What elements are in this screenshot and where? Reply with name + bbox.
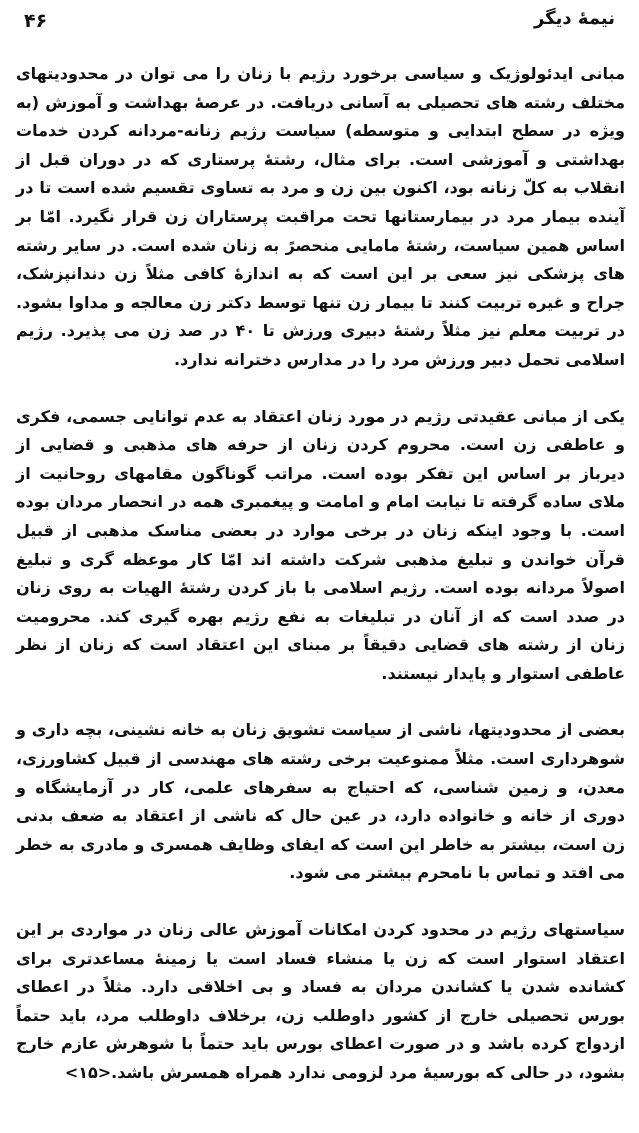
paragraph-curriculum-restrictions: مبانی ایدئولوژیک و سیاسی برخورد رژیم با زنان را می توان در محدودیتهای مختلف رشته های تحصیلی به آسانی دریافت. در عرصهٔ بهداشت و آموزش (به ویژه در سطح ابتدایی و متوسطه) سیاست رژیم زنانه-مردانه کردن خدمات بهداشتی و آموزشی است. برای مثال، رشتهٔ پرستاری که در دوران قبل از انقلاب به کلّ زنانه بود، اکنون بین زن و مرد به تساوی تقسیم شده است تا در آینده بیمار مرد در بیمارستانها تحت مراقبت پرستاران زن قرار نگیرد. امّا بر اساس همین سیاست، رشتهٔ مامایی منحصرً به زنان شده است. در سایر رشته های پزشکی نیز سعی بر این است که به اندازهٔ کافی مثلاً زن دندانپزشک، جراح و غیره تربیت کنند تا بیمار زن تنها توسط دکتر زن معالجه و مداوا بشود. در تربیت معلم نیز مثلاً رشتهٔ دبیری ورزش تا ۴۰ در صد زن می پذیرد. رژیم اسلامی تحمل دبیر ورزش مرد را در مدارس دخترانه ندارد. (16, 64, 626, 369)
running-title: نیمهٔ دیگر (533, 8, 615, 29)
body-text (16, 60, 625, 1088)
paragraph-domestic-policy: بعضی از محدودیتها، ناشی از سیاست تشویق زنان به خانه نشینی، بچه داری و شوهرداری است. مثلاً ممنوعیت برخی رشته های مهندسی از قبیل کشاورزی، معدن، و زمین شناسی، که احتیاج به سفرهای علمی، کار در آزمایشگاه و دوری از خانه و خانواده دارد، در عین حال که ناشی از اعتقاد به ضعف بدنی زن است، بیشتر به خاطر این است که ایفای وظایف همسری و مادری به خطر می افتد و تماس با نامحرم بیشتر می شود. (16, 720, 625, 883)
paragraph-ideological-basis: یکی از مبانی عقیدتی رژیم در مورد زنان اعتقاد به عدم توانایی جسمی، فکری و عاطفی زن است. محروم کردن زنان از حرفه های مذهبی و قضایی از دیرباز بر اساس این تفکر بوده است. مراتب گوناگون مقامهای روحانیت از ملای ساده گرفته تا نیابت امام و امامت و پیغمبری همه در انحصار مردان بوده است. با وجود اینکه زنان در برخی موارد در بعضی مناسک مذهبی از قبیل قرآن خواندن و تبلیغ مذهبی شرکت داشته اند امّا کار موعظه گری و تبلیغ اصولاً مردانه بوده است. رژیم اسلامی با باز کردن رشتهٔ الهیات به روی زنان در صدد است که از آنان در تبلیغات به نفع رژیم بهره گیری کند. محرومیت زنان از رشته های قضایی دقیقاً بر مبنای این اعتقاد است که زنان از نظر عاطفی استوار و پایدار نیستند. (16, 406, 625, 683)
page-header (20, 6, 619, 38)
paragraph-higher-education-limits: سیاستهای رژیم در محدود کردن امکانات آموزش عالی زنان در مواردی بر این اعتقاد استوار است که زن یا منشاء فساد است یا زمینهٔ مساعدتری برای کشانده شدن یا کشاندن مردان به فساد و بی اخلاقی دارد. مثلاً در اعطای بورس تحصیلی خارج از کشور داوطلب زن، برخلاف داوطلب مرد، باید حتماً ازدواج کرده باشد و در صورت اعطای بورس باید حتماً با شوهرش عازم خارج بشود، در حالی که بورسیهٔ مرد لزومی ندارد همراه همسرش باشد.<۱۵> (16, 920, 625, 1082)
page-number: ۴۶ (24, 10, 48, 32)
